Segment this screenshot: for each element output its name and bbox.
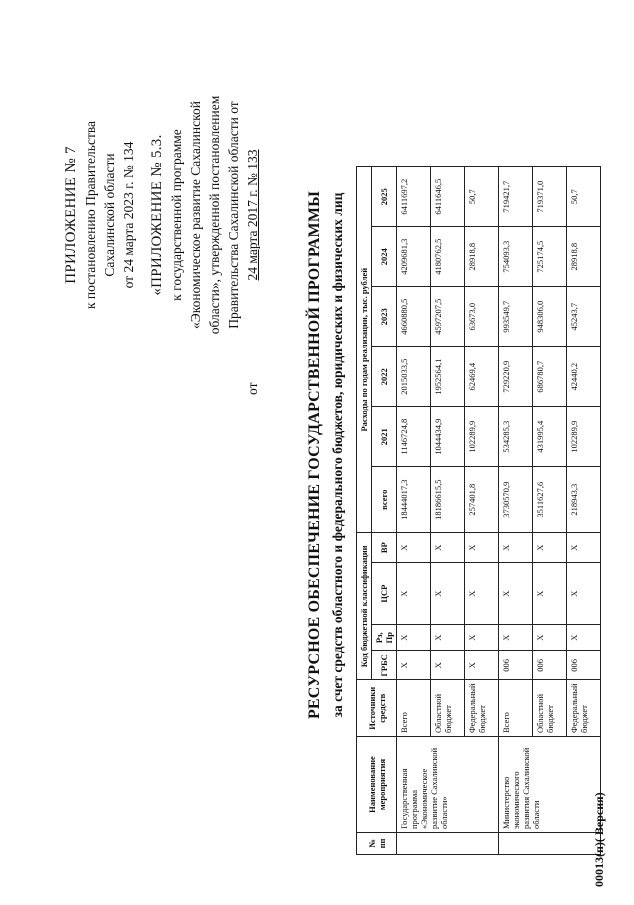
row-2022-cell: 62469,4: [465, 347, 499, 407]
row-total-cell: 3730570,9: [499, 467, 533, 533]
row-rzpr-cell: X: [499, 625, 533, 651]
col-header-csr: ЦСР: [372, 563, 397, 625]
document-version-footer: 00013(п)( Версия): [592, 792, 606, 887]
row-csr-cell: X: [499, 563, 533, 625]
row-2024-cell: 4209681,3: [397, 227, 431, 287]
row-source-cell: Всего: [499, 680, 533, 737]
row-source-cell: Федеральный бюджет: [567, 680, 601, 737]
row-grbs-cell: X: [431, 651, 465, 680]
col-header-2023: 2023: [372, 287, 397, 347]
appendix-header: [62, 25, 138, 405]
row-2021-cell: 102289,9: [567, 407, 601, 467]
row-grbs-cell: X: [397, 651, 431, 680]
row-rzpr-cell: X: [533, 625, 567, 651]
header-date-line: от 24 марта 2023 г. № 134: [121, 141, 136, 289]
row-vr-cell: X: [567, 533, 601, 563]
col-header-total: всего: [372, 467, 397, 533]
row-2024-cell: 754093,3: [499, 227, 533, 287]
row-2024-cell: 4180762,5: [431, 227, 465, 287]
row-2023-cell: 993549,7: [499, 287, 533, 347]
col-header-2024: 2024: [372, 227, 397, 287]
row-2024-cell: 725174,5: [533, 227, 567, 287]
table-row: [499, 167, 533, 855]
row-total-cell: 18186615,5: [431, 467, 465, 533]
table-header-row-1: [357, 167, 372, 855]
row-2023-cell: 948306,0: [533, 287, 567, 347]
row-rzpr-cell: X: [465, 625, 499, 651]
row-2023-cell: 4597207,5: [431, 287, 465, 347]
row-rzpr-cell: X: [397, 625, 431, 651]
prev-header-line-3: области», утвержденной постановлением: [207, 95, 222, 335]
row-2022-cell: 686780,7: [533, 347, 567, 407]
row-total-cell: 257401,8: [465, 467, 499, 533]
row-num-cell: [499, 833, 601, 855]
row-2021-cell: 102289,9: [465, 407, 499, 467]
col-header-2025: 2025: [372, 167, 397, 227]
row-2022-cell: 2015033,5: [397, 347, 431, 407]
row-2025-cell: 6411646,5: [431, 167, 465, 227]
document-title: РЕСУРСНОЕ ОБЕСПЕЧЕНИЕ ГОСУДАРСТВЕННОЙ ПРОГРАММЫ: [306, 190, 323, 720]
prev-appendix-number: «ПРИЛОЖЕНИЕ № 5.3.: [149, 134, 165, 296]
row-grbs-cell: 006: [499, 651, 533, 680]
row-source-cell: Областной бюджет: [431, 680, 465, 737]
row-csr-cell: X: [465, 563, 499, 625]
prev-header-line-4: Правительства Сахалинской области от: [226, 101, 241, 329]
row-grbs-cell: 006: [567, 651, 601, 680]
col-header-name: Наименование мероприятия: [357, 737, 397, 833]
row-total-cell: 18444017,3: [397, 467, 431, 533]
prev-header-from: от: [245, 382, 260, 395]
row-csr-cell: X: [397, 563, 431, 625]
row-csr-cell: X: [567, 563, 601, 625]
prev-header-date: 24 марта 2017 г. № 133: [245, 149, 260, 281]
resource-table: [356, 166, 601, 855]
table-row: [397, 167, 431, 855]
col-header-rzpr: Рз, Пр: [372, 625, 397, 651]
row-2025-cell: 6411697,2: [397, 167, 431, 227]
row-rzpr-cell: X: [431, 625, 465, 651]
row-2025-cell: 50,7: [567, 167, 601, 227]
row-total-cell: 218943,3: [567, 467, 601, 533]
row-2025-cell: 50,7: [465, 167, 499, 227]
row-2021-cell: 431995,4: [533, 407, 567, 467]
prev-header-line-1: к государственной программе: [169, 129, 184, 301]
row-2022-cell: 1952564,1: [431, 347, 465, 407]
row-2025-cell: 719421,7: [499, 167, 533, 227]
appendix-number: ПРИЛОЖЕНИЕ № 7: [63, 146, 79, 284]
col-header-source: Источники средств: [357, 680, 397, 737]
row-rzpr-cell: X: [567, 625, 601, 651]
col-header-num: № пп: [357, 833, 397, 855]
col-header-2021: 2021: [372, 407, 397, 467]
header-line-2: Сахалинской области: [102, 153, 117, 277]
prev-header-line-2: «Экономическое развитие Сахалинской: [188, 101, 203, 329]
col-header-expenses: Расходы по годам реализации, тыс. рублей: [357, 167, 372, 533]
row-csr-cell: X: [431, 563, 465, 625]
document-subtitle: за счет средств областного и федерального бюджетов, юридических и физических лиц: [330, 192, 345, 718]
header-line-1: к постановлению Правительства: [83, 120, 98, 310]
col-header-2022: 2022: [372, 347, 397, 407]
col-header-vr: ВР: [372, 533, 397, 563]
row-source-cell: Федеральный бюджет: [465, 680, 499, 737]
row-2022-cell: 729220,9: [499, 347, 533, 407]
row-2025-cell: 719371,0: [533, 167, 567, 227]
row-vr-cell: X: [397, 533, 431, 563]
row-2021-cell: 534285,3: [499, 407, 533, 467]
row-2023-cell: 45243,7: [567, 287, 601, 347]
row-num-cell: [397, 833, 499, 855]
row-vr-cell: X: [533, 533, 567, 563]
row-2021-cell: 1044434,9: [431, 407, 465, 467]
row-name-cell: Государственная программа «Экономическое развитие Сахалинской области»: [397, 737, 499, 833]
row-2021-cell: 1146724,8: [397, 407, 431, 467]
row-total-cell: 3511627,6: [533, 467, 567, 533]
row-name-cell: Министерство экономического развития Сахалинской области: [499, 737, 601, 833]
row-2024-cell: 28918,8: [567, 227, 601, 287]
row-2023-cell: 4660880,5: [397, 287, 431, 347]
row-csr-cell: X: [533, 563, 567, 625]
row-2023-cell: 63673,0: [465, 287, 499, 347]
col-header-budget-code: Код бюджетной классификации: [357, 533, 372, 680]
col-header-grbs: ГРБС: [372, 651, 397, 680]
row-source-cell: Всего: [397, 680, 431, 737]
row-grbs-cell: 006: [533, 651, 567, 680]
row-grbs-cell: X: [465, 651, 499, 680]
prev-header-date-row: [243, 25, 262, 405]
row-vr-cell: X: [465, 533, 499, 563]
row-2022-cell: 42440,2: [567, 347, 601, 407]
row-source-cell: Областной бюджет: [533, 680, 567, 737]
row-vr-cell: X: [431, 533, 465, 563]
row-2024-cell: 28918,8: [465, 227, 499, 287]
prev-appendix-header: [148, 25, 262, 405]
row-vr-cell: X: [499, 533, 533, 563]
